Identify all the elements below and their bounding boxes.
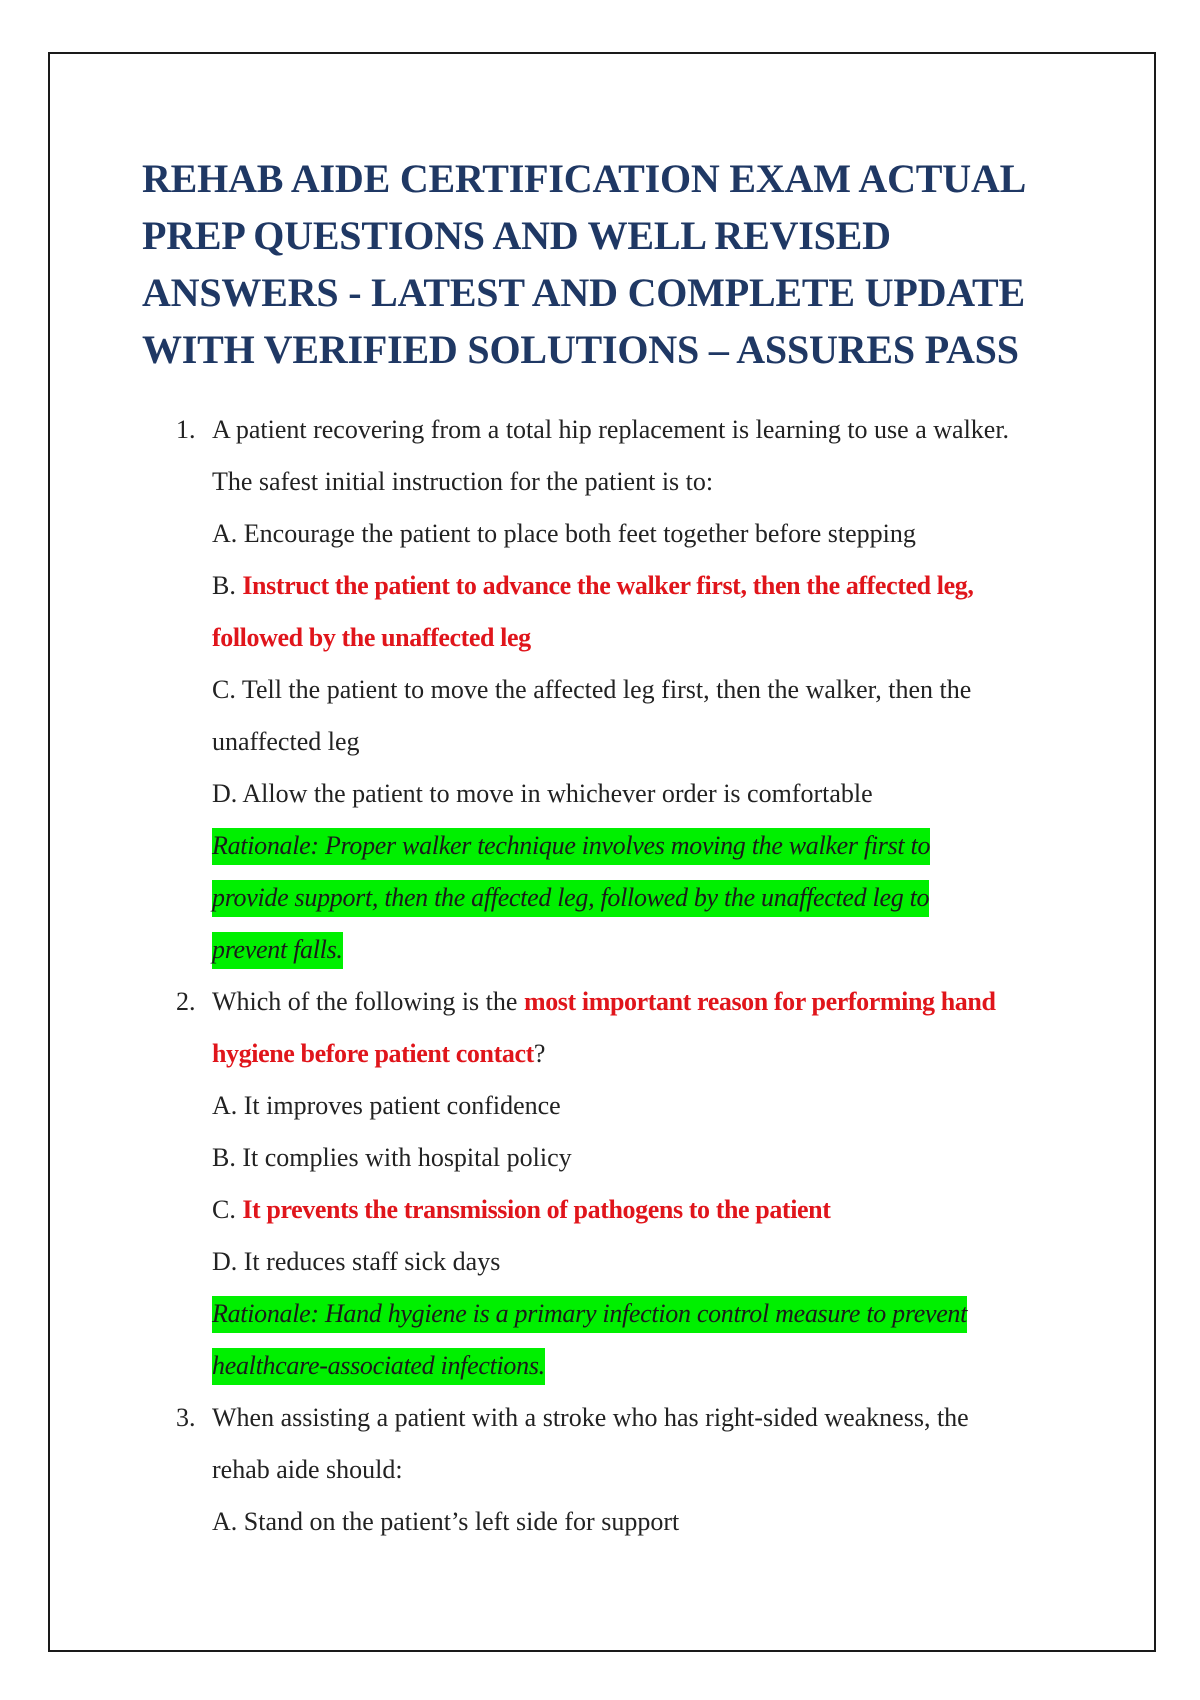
rationale: [212, 924, 1070, 976]
question-list: [0, 404, 1200, 1548]
question-stem: The safest initial instruction for the patient is to:: [212, 467, 714, 496]
question-stem: [212, 976, 1070, 1028]
option-a: A. It improves patient confidence: [212, 1091, 561, 1120]
rationale-text: prevent falls.: [212, 932, 343, 969]
title-line-4: WITH VERIFIED SOLUTIONS – ASSURES PASS: [142, 327, 1019, 372]
question-number: 3.: [176, 1403, 196, 1432]
question-stem: A patient recovering from a total hip replacement is learning to use a walker.: [212, 415, 1010, 444]
rationale-text: healthcare-associated infections.: [212, 1348, 545, 1385]
correct-answer: Instruct the patient to advance the walker first, then the affected leg,: [242, 571, 974, 600]
rationale: [212, 872, 1070, 924]
question-stem: When assisting a patient with a stroke who has right-sided weakness, the: [212, 1403, 969, 1432]
question-body: [212, 1392, 1070, 1548]
rationale-text: provide support, then the affected leg, followed by the unaffected leg to: [212, 880, 929, 917]
option-d: D. Allow the patient to move in whichever order is comfortable: [212, 779, 873, 808]
option-c: C. Tell the patient to move the affected leg first, then the walker, then the: [212, 675, 972, 704]
option-a: A. Stand on the patient’s left side for support: [212, 1507, 680, 1536]
title-line-2: PREP QUESTIONS AND WELL REVISED: [142, 213, 891, 258]
rationale: [212, 1288, 1070, 1340]
option-c: unaffected leg: [212, 727, 360, 756]
question-body: [212, 976, 1070, 1392]
rationale: [212, 1340, 1070, 1392]
question-1: [0, 404, 1200, 976]
title-line-1: REHAB AIDE CERTIFICATION EXAM ACTUAL: [142, 156, 1027, 201]
document-title: [142, 150, 1082, 378]
option-b: B. It complies with hospital policy: [212, 1143, 572, 1172]
question-stem: [212, 1028, 1070, 1080]
option-letter: B.: [212, 571, 243, 600]
question-3: [0, 1392, 1200, 1548]
option-a: A. Encourage the patient to place both feet together before stepping: [212, 519, 916, 548]
title-line-3: ANSWERS - LATEST AND COMPLETE UPDATE: [142, 270, 1025, 315]
question-stem: rehab aide should:: [212, 1455, 403, 1484]
option-d: D. It reduces staff sick days: [212, 1247, 501, 1276]
correct-answer: It prevents the transmission of pathogens to the patient: [242, 1195, 831, 1224]
correct-answer: followed by the unaffected leg: [212, 623, 531, 652]
rationale-text: Rationale: Hand hygiene is a primary infection control measure to prevent: [212, 1296, 967, 1333]
question-2: [0, 976, 1200, 1392]
option-letter: C.: [212, 1195, 243, 1224]
rationale: [212, 820, 1070, 872]
option-b: [212, 560, 1070, 612]
stem-text: Which of the following is the: [212, 987, 524, 1016]
question-number: 2.: [176, 987, 196, 1016]
question-number: 1.: [176, 415, 196, 444]
rationale-text: Rationale: Proper walker technique involves moving the walker first to: [212, 828, 930, 865]
stem-text: ?: [533, 1039, 546, 1068]
option-c: [212, 1184, 1070, 1236]
stem-emphasis: most important reason for performing hand: [523, 987, 996, 1016]
stem-emphasis: hygiene before patient contact: [212, 1039, 534, 1068]
question-body: [212, 404, 1070, 976]
